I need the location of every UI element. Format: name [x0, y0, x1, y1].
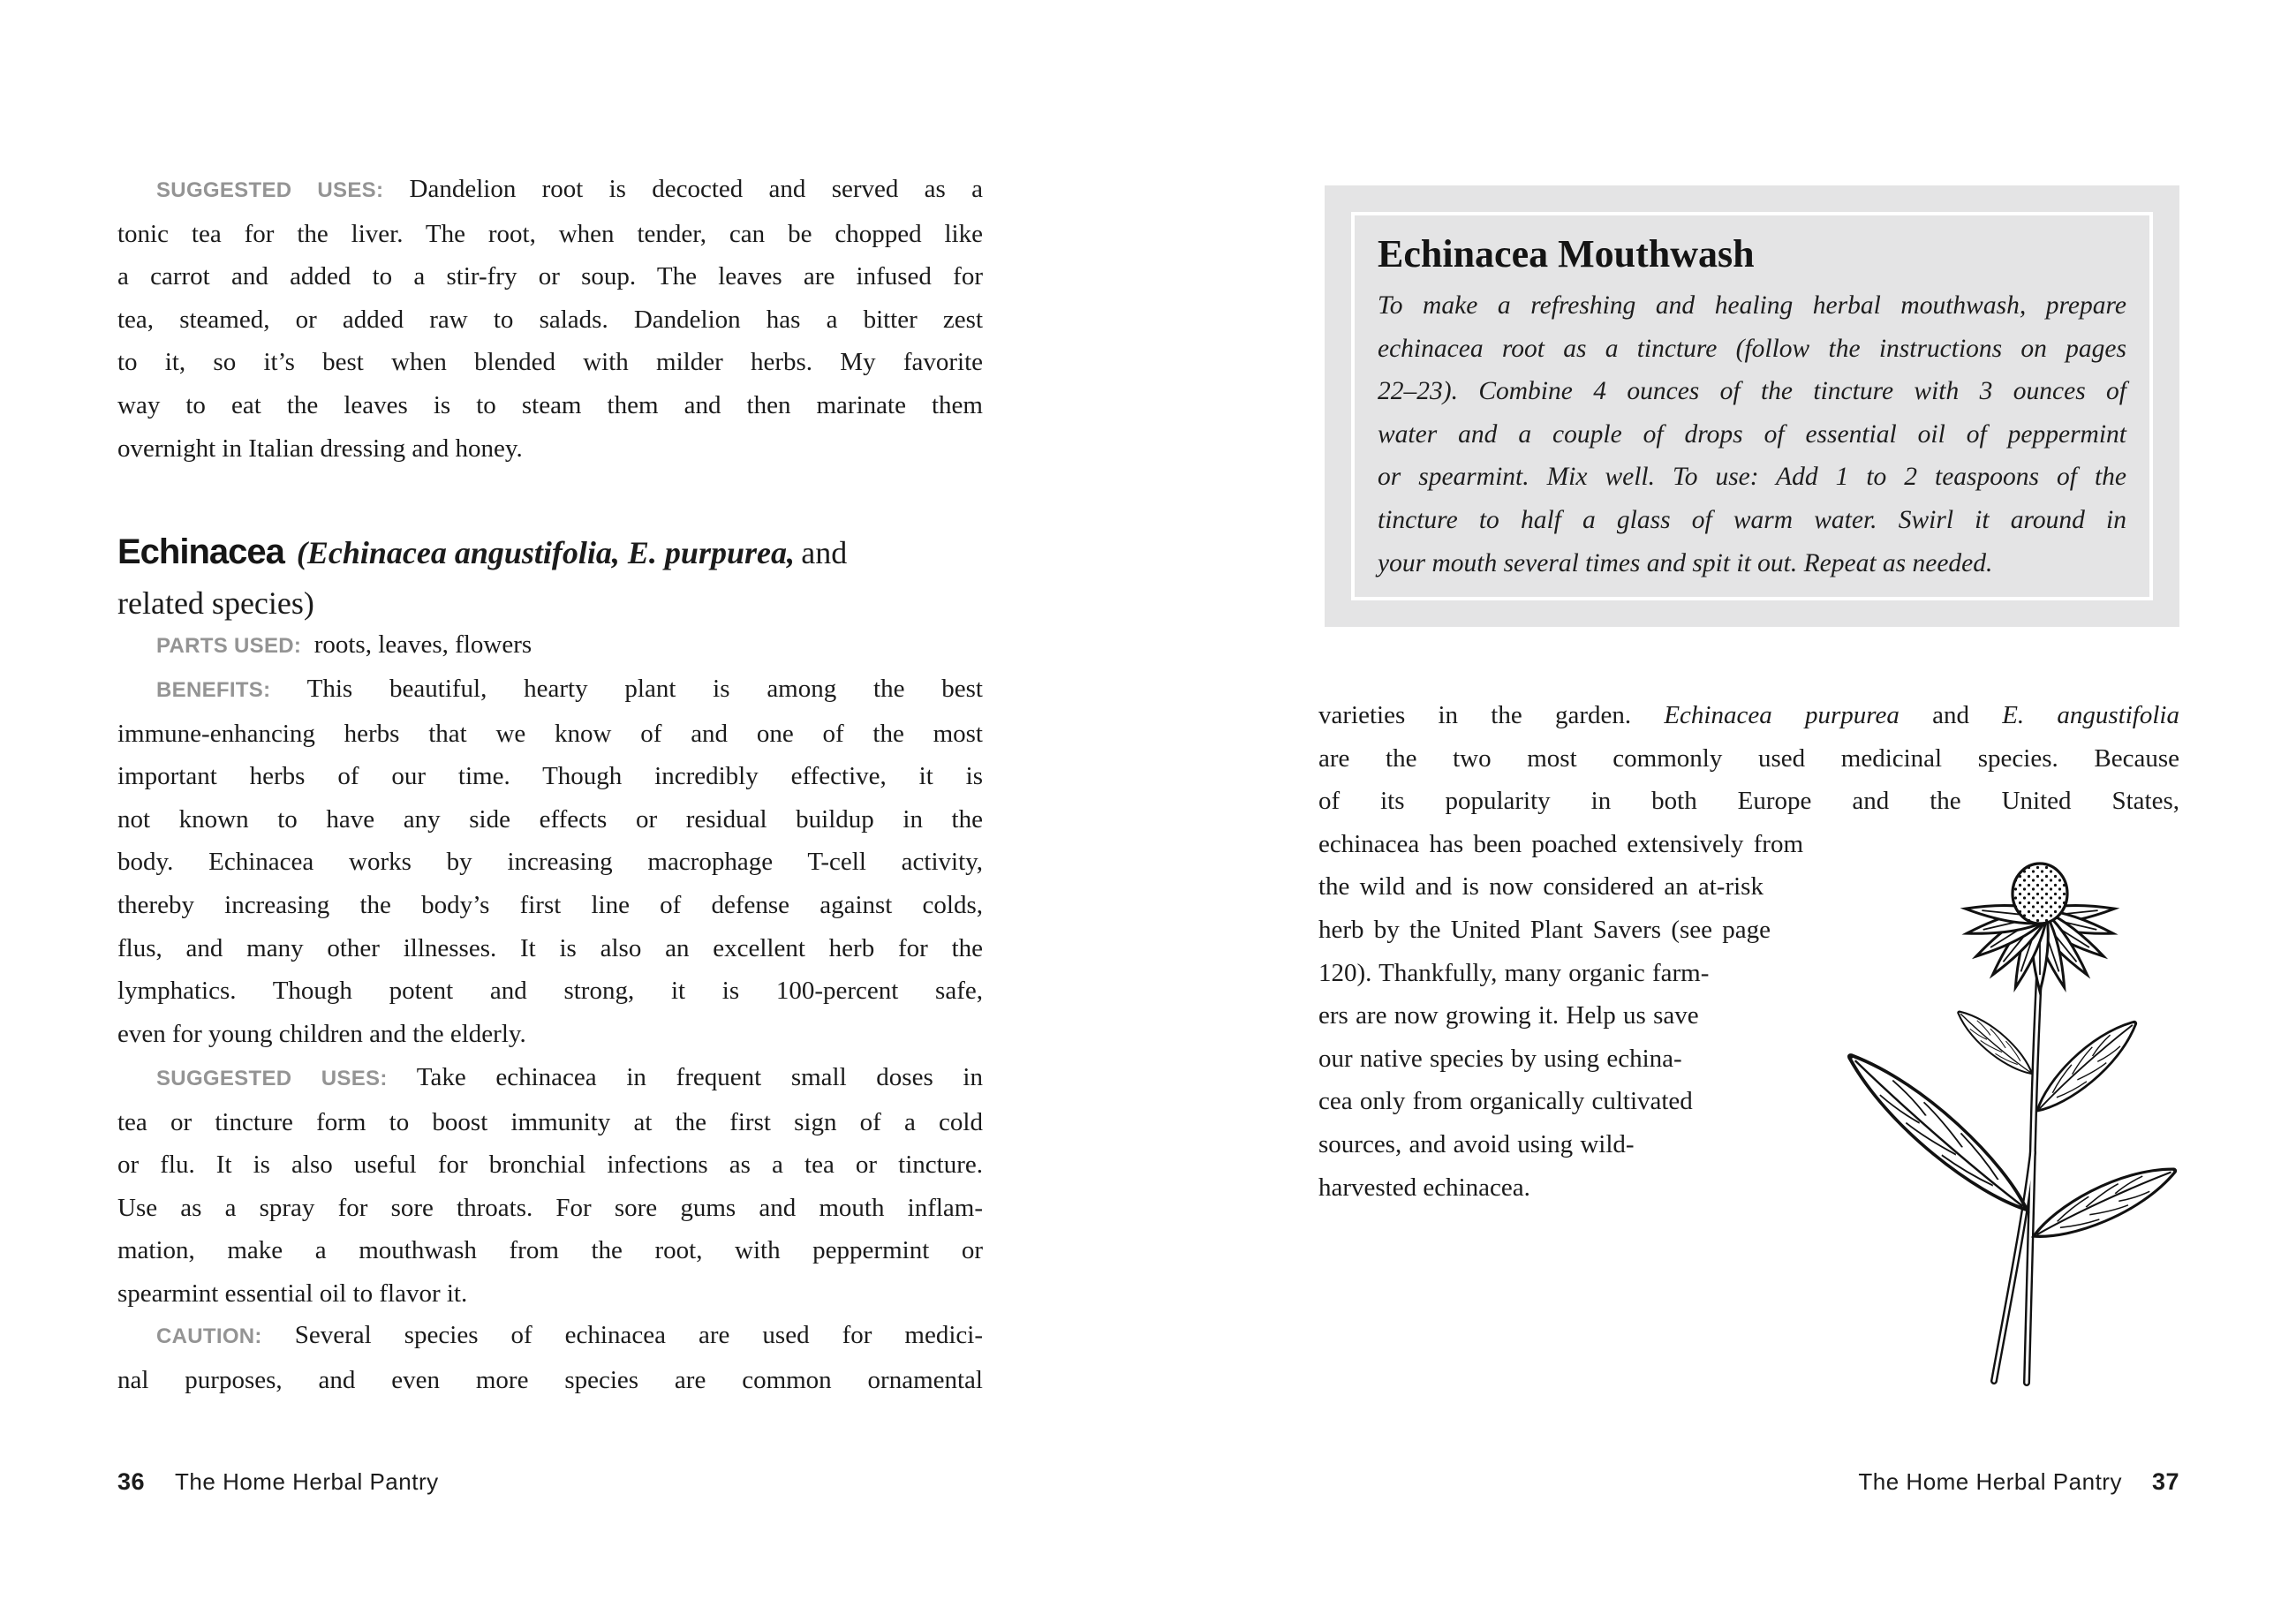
suggested-uses-label: SUGGESTED USES: — [156, 1067, 388, 1090]
footer-right — [1318, 1468, 2179, 1496]
text-segment: This beautiful, hearty plant is among the best — [306, 675, 983, 703]
text-segment: varieties in the garden. — [1318, 701, 1665, 729]
text-line: thereby increasing the body’s first line of defense against colds, — [117, 890, 983, 919]
text-line: your mouth several times and spit it out. Repeat as needed. — [1378, 548, 1993, 577]
text-line: the wild and is now considered an at-risk — [1318, 872, 1764, 902]
text-line: overnight in Italian dressing and honey. — [117, 434, 523, 463]
text-line: flus, and many other illnesses. It is also an excellent herb for the — [117, 933, 983, 962]
text-line: nal purposes, and even more species are common ornamental — [117, 1365, 983, 1394]
text-line — [117, 168, 983, 213]
text-line — [117, 623, 983, 668]
text-line: not known to have any side effects or residual buildup in the — [117, 804, 983, 834]
heading-line — [117, 528, 983, 579]
text-line — [117, 668, 983, 713]
text-line: important herbs of our time. Though incredibly effective, it is — [117, 762, 983, 791]
leaves — [1838, 1004, 2182, 1251]
text-line: our native species by using echina- — [1318, 1044, 1682, 1073]
text-line: tea or tincture form to boost immunity at the first sign of a cold — [117, 1107, 983, 1136]
running-title: The Home Herbal Pantry — [175, 1468, 439, 1495]
recipe-box — [1325, 185, 2179, 627]
flower-head — [1964, 864, 2115, 992]
text-line: a carrot and added to a stir-fry or soup. The leaves are infused for — [117, 262, 983, 291]
text-line: echinacea has been poached extensively from — [1318, 829, 1803, 858]
text-line: 120). Thankfully, many organic farm- — [1318, 958, 1710, 987]
text-line: herb by the United Plant Savers (see page — [1318, 915, 1771, 944]
text-line: To make a refreshing and healing herbal mouthwash, prepare — [1378, 291, 2126, 320]
paragraph-dandelion-suggested-uses — [117, 168, 983, 470]
text-line: tea, steamed, or added raw to salads. Dandelion has a bitter zest — [117, 305, 983, 334]
text-line: way to eat the leaves is to steam them and then marinate them — [117, 390, 983, 419]
paragraph-echinacea-suggested-uses — [117, 1056, 983, 1316]
text-segment: Dandelion root is decocted and served as a — [409, 175, 983, 203]
benefits-label: BENEFITS: — [156, 678, 271, 702]
suggested-uses-label: SUGGESTED USES: — [156, 178, 384, 202]
species-name: E. angustifolia — [2002, 701, 2179, 729]
text-line: Use as a spray for sore throats. For sore gums and mouth inflam- — [117, 1193, 983, 1222]
echinacea-plant-illustration — [1824, 848, 2239, 1422]
text-segment: Take echinacea in frequent small doses in — [416, 1063, 983, 1091]
paragraph-caution — [117, 1314, 983, 1401]
recipe-title: Echinacea Mouthwash — [1378, 232, 1755, 275]
recipe-box-frame — [1351, 212, 2153, 600]
text-line: are the two most commonly used medicinal species. Because — [1318, 743, 2179, 773]
echinacea-heading — [117, 528, 983, 627]
text-line — [1318, 694, 2179, 737]
heading-line: related species) — [117, 585, 314, 621]
text-line: even for young children and the elderly. — [117, 1019, 526, 1048]
species-names: (Echinacea angustifolia, E. purpurea, — [296, 535, 795, 570]
parts-used-line — [117, 623, 983, 668]
page-number: 36 — [117, 1468, 146, 1495]
text-line: body. Echinacea works by increasing macrophage T-cell activity, — [117, 848, 983, 877]
parts-used-label: PARTS USED: — [156, 634, 302, 658]
herb-name: Echinacea — [117, 532, 284, 571]
text-line: to it, so it’s best when blended with milder herbs. My favorite — [117, 348, 983, 377]
text-line: spearmint essential oil to flavor it. — [117, 1279, 468, 1308]
stem — [1994, 924, 2042, 1383]
text-line: tincture to half a glass of warm water. Swirl it around in — [1378, 505, 2126, 534]
text-line: ers are now growing it. Help us save — [1318, 1001, 1699, 1030]
text-line: tonic tea for the liver. The root, when tender, can be chopped like — [117, 219, 983, 248]
text-line: or spearmint. Mix well. To use: Add 1 to 2 teaspoons of the — [1378, 463, 2126, 492]
text-line: immune-enhancing herbs that we know of and one of the most — [117, 719, 983, 748]
text-segment: and — [1899, 701, 2003, 729]
text-line: sources, and avoid using wild- — [1318, 1129, 1635, 1158]
text-line: harvested echinacea. — [1318, 1173, 1530, 1202]
text-line: or flu. It is also useful for bronchial infections as a tea or tincture. — [117, 1151, 983, 1180]
text-segment: Several species of echinacea are used for medici- — [294, 1321, 984, 1349]
text-line — [117, 1056, 983, 1101]
footer-left — [117, 1468, 439, 1496]
page-number: 37 — [2151, 1468, 2179, 1495]
running-title: The Home Herbal Pantry — [1858, 1468, 2122, 1495]
text-line: lymphatics. Though potent and strong, it is 100-percent safe, — [117, 977, 983, 1006]
text-line: water and a couple of drops of essential oil of peppermint — [1378, 419, 2126, 449]
text-line — [117, 1314, 983, 1359]
caution-label: CAUTION: — [156, 1324, 262, 1348]
text-line: echinacea root as a tincture (follow the instructions on pages — [1378, 334, 2126, 363]
text-line: mation, make a mouthwash from the root, with peppermint or — [117, 1236, 983, 1265]
parts-used-value: roots, leaves, flowers — [313, 630, 532, 659]
text-line: 22–23). Combine 4 ounces of the tincture with 3 ounces of — [1378, 377, 2126, 406]
text-line: cea only from organically cultivated — [1318, 1087, 1693, 1116]
text-line: of its popularity in both Europe and the United States, — [1318, 787, 2179, 816]
paragraph-benefits — [117, 668, 983, 1055]
species-name: Echinacea purpurea — [1664, 701, 1899, 729]
heading-suffix: and — [801, 535, 848, 570]
